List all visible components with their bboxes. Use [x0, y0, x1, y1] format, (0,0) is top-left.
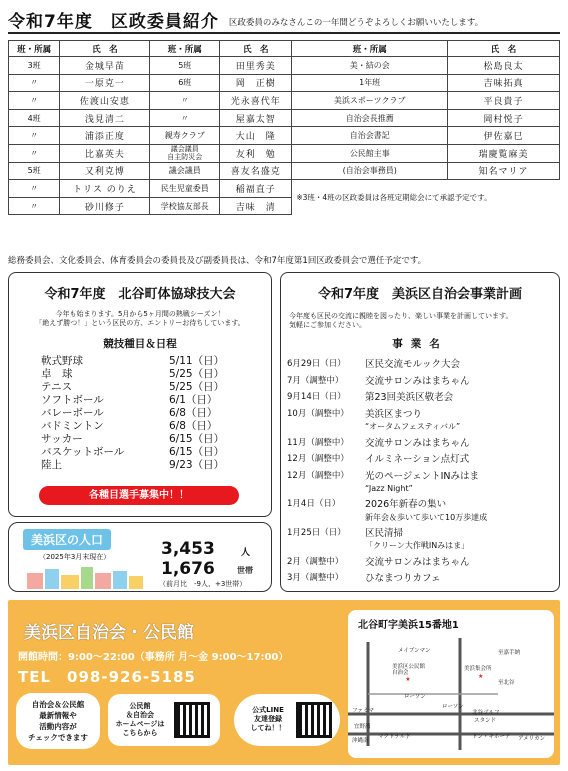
plan-heading: 事業名: [392, 338, 448, 350]
name-cell: 友利 勉: [220, 144, 292, 162]
name-cell: 岡村悦子: [448, 109, 560, 127]
members-header: 班・所属: [9, 41, 60, 57]
members-header: 班・所属: [150, 41, 220, 57]
map-label: ローソン: [404, 694, 426, 700]
map-star-icon: ★: [405, 676, 411, 683]
plan-event: 第23回美浜区敬老会: [365, 392, 454, 404]
header: [8, 8, 560, 34]
event-date: 5/25（日）: [169, 368, 225, 380]
group-cell: 1年班: [292, 74, 448, 92]
plan-date: 6月29日（日）: [287, 359, 346, 370]
name-cell: 知名マリア: [448, 162, 560, 180]
event-date: 6/15（日）: [169, 433, 225, 445]
list-item: [287, 388, 559, 405]
name-cell: 佐渡山安恵: [60, 92, 150, 110]
page-subtitle: 区政委員のみなさんこの一年間どうぞよろしくお願いいたします。: [228, 18, 484, 28]
name-cell: 屋嘉太智: [220, 109, 292, 127]
plan-box: [280, 272, 560, 592]
svg-text:★: ★: [478, 673, 484, 680]
table-row: [9, 74, 560, 92]
group-cell: 6班: [150, 74, 220, 92]
table-row: [9, 109, 560, 127]
homepage-bubble: [108, 694, 220, 746]
event-name: ソフトボール: [41, 394, 104, 406]
group-cell: 学校協友部長: [150, 197, 220, 215]
group-cell: 〃: [9, 144, 60, 162]
recruit-banner: 各種目選手募集中！！: [39, 486, 239, 505]
map-label: メイブンマン: [398, 648, 431, 654]
plan-date: 11月（調整中）: [287, 437, 349, 448]
members-header: 氏 名: [60, 41, 150, 57]
table-row: [9, 180, 560, 198]
name-cell: 伊佐嘉巳: [448, 127, 560, 145]
name-cell: 吉味 清: [220, 197, 292, 215]
event-date: 9/23（日）: [169, 459, 225, 471]
plan-event: 交流サロンみはまちゃん: [365, 556, 470, 568]
map-label: ローソン: [442, 704, 464, 710]
line-bubble: [234, 694, 340, 746]
group-cell: 〃: [150, 109, 220, 127]
list-item: [287, 467, 559, 484]
map-label: 至北谷: [498, 680, 515, 686]
list-item: [41, 355, 271, 368]
org-name: 美浜区自治会・公民館: [24, 623, 194, 643]
plan-date: 9月14日（日）: [287, 392, 346, 403]
event-name: 陸上: [41, 459, 62, 471]
plan-date: 3月（調整中）: [287, 573, 344, 584]
table-row: [9, 144, 560, 162]
plan-title: 令和7年度 美浜区自治会事業計画: [317, 287, 523, 302]
group-cell: 議会議員 自主防災会: [150, 144, 220, 162]
name-cell: 稲福直子: [220, 180, 292, 198]
event-date: 5/11（日）: [169, 355, 225, 367]
name-cell: 田里秀美: [220, 57, 292, 75]
map-label: ファミマ: [352, 708, 374, 714]
population-box: [8, 522, 272, 592]
plan-event: 区民交流モルック大会: [365, 359, 461, 371]
name-cell: トリス のりえ: [60, 180, 150, 198]
map: [348, 610, 554, 758]
group-cell: 民生児童委員: [150, 180, 220, 198]
population-change: （前月比 -9人、+3世帯）: [159, 580, 247, 588]
name-cell: 平良貴子: [448, 92, 560, 110]
list-item: [41, 407, 271, 420]
plan-event: 区民清掃: [365, 528, 404, 540]
group-cell: (自治会事務員): [292, 162, 448, 180]
group-cell: 公民館主事: [292, 144, 448, 162]
event-date: 6/8（日）: [169, 407, 218, 419]
list-item: [41, 420, 271, 433]
population-households: 1,676: [161, 559, 215, 579]
name-cell: 一原克一: [60, 74, 150, 92]
members-table: [8, 40, 560, 215]
event-name: 卓 球: [41, 368, 73, 380]
plan-event: 交流サロンみはまちゃん: [365, 375, 470, 387]
group-cell: 5班: [9, 162, 60, 180]
map-label: 至嘉手納: [498, 650, 521, 656]
list-item: [287, 569, 559, 586]
list-item: [41, 394, 271, 407]
list-item: [41, 381, 271, 394]
list-item: [41, 368, 271, 381]
group-cell: 〃: [9, 92, 60, 110]
name-cell: 岡 正樹: [220, 74, 292, 92]
plan-list: [287, 355, 559, 586]
sports-box: [8, 272, 272, 517]
event-date: 6/1（日）: [169, 394, 218, 406]
map-label: 宜野湾: [354, 724, 371, 730]
event-date: 5/25（日）: [169, 381, 225, 393]
plan-sub: “オータムフェスティバル”: [365, 422, 461, 432]
event-name: バレーボール: [41, 407, 104, 419]
sports-title: 令和7年度 北谷町体協球技大会: [44, 287, 236, 302]
name-cell: 喜友名盛克: [220, 162, 292, 180]
population-people-unit: 人: [241, 548, 251, 558]
group-cell: 美浜スポーツクラブ: [292, 92, 448, 110]
plan-date: 1月4日（日）: [287, 499, 341, 510]
list-item: [287, 355, 559, 372]
group-cell: 〃: [9, 74, 60, 92]
name-cell: 浦添正度: [60, 127, 150, 145]
name-cell: 瑞慶覧麻美: [448, 144, 560, 162]
group-cell: 自治会書記: [292, 127, 448, 145]
event-name: バドミントン: [41, 420, 104, 432]
plan-event: 交流サロンみはまちゃん: [365, 437, 470, 449]
plan-date: 12月（調整中）: [287, 454, 349, 465]
list-item: [287, 524, 559, 541]
list-item: [287, 372, 559, 389]
name-cell: 金城早苗: [60, 57, 150, 75]
group-cell: 議会議員: [150, 162, 220, 180]
name-cell: 浅見清二: [60, 109, 150, 127]
list-item: [287, 450, 559, 467]
plan-intro: 今年度も区民の交流に親睦を図ったり、楽しい事業を計画しています。 気軽にご参加ください。: [289, 312, 513, 329]
name-cell: 吉味拓真: [448, 74, 560, 92]
members-header: 班・所属: [292, 41, 448, 57]
list-item: [287, 552, 559, 569]
event-name: バスケットボール: [41, 446, 125, 458]
members-header: 氏 名: [220, 41, 292, 57]
name-cell: 光永喜代年: [220, 92, 292, 110]
info-bubble: 自治会＆公民館 最新情報や 活動内容が チェックできます: [16, 693, 100, 749]
plan-sub: 新年会＆歩いて歩いて10万歩達成: [365, 512, 488, 522]
list-item: [41, 446, 271, 459]
table-row: [9, 57, 560, 75]
sports-heading: 競技種目＆日程: [103, 338, 177, 350]
name-cell: 又利克博: [60, 162, 150, 180]
group-cell: 親寿クラブ: [150, 127, 220, 145]
table-row: [9, 92, 560, 110]
plan-date: 10月（調整中）: [287, 409, 349, 420]
event-date: 6/15（日）: [169, 446, 225, 458]
group-cell: 4班: [9, 109, 60, 127]
population-label: 美浜区の人口: [23, 529, 111, 550]
group-cell: 3班: [9, 57, 60, 75]
homepage-label: 公民館 ＆自治会 ホームページは こちらから: [115, 702, 165, 737]
sports-intro: 今年も始まります。5月から5ヶ月間の熱戦シーズン！ 「絶えず勝つ！」という区民の方、エントリーお待ちしています。: [35, 310, 245, 327]
event-name: テニス: [41, 381, 73, 393]
plan-event: 光のページェントINみはま: [365, 470, 480, 482]
name-cell: 砂川修子: [60, 197, 150, 215]
event-name: サッカー: [41, 433, 83, 445]
plan-event: 美浜区まつり: [365, 409, 423, 421]
group-cell: 〃: [9, 197, 60, 215]
name-cell: 松島良太: [448, 57, 560, 75]
opening-hours: 開館時間：9:00〜22:00（事務所 月〜金 9:00〜17:00）: [18, 652, 289, 663]
map-label: 北谷ゴルフ: [472, 710, 500, 716]
population-people: 3,453: [161, 539, 215, 559]
map-label: スタンド: [474, 718, 497, 724]
event-date: 6/8（日）: [169, 420, 218, 432]
plan-event: イルミネーション点灯式: [365, 454, 470, 466]
group-cell: 美・結の会: [292, 57, 448, 75]
plan-date: 12月（調整中）: [287, 470, 349, 481]
list-item: [287, 433, 559, 450]
map-label: マクドナルド: [378, 734, 411, 740]
population-asof: （2025年3月末現在）: [39, 553, 111, 561]
group-cell: 5班: [150, 57, 220, 75]
plan-date: 7月（調整中）: [287, 375, 344, 386]
group-cell: 自治会長推薦: [292, 109, 448, 127]
event-name: 軟式野球: [41, 355, 83, 367]
map-label: ドン・キホーテ: [472, 734, 511, 740]
members-note: ※3班・4班の区政委員は各班定期総会にて承認予定です。: [296, 193, 492, 202]
committee-note: 総務委員会、文化委員会、体育委員会の委員長及び副委員長は、令和7年度第1回区政委員会で選任予定です。: [8, 256, 427, 266]
list-item: [41, 433, 271, 446]
address: 北谷町字美浜15番地1: [358, 620, 459, 631]
name-cell: 比嘉英夫: [60, 144, 150, 162]
plan-sub: 「クリーン大作戦INみはま」: [365, 541, 470, 551]
group-cell: 〃: [150, 92, 220, 110]
list-item: [287, 495, 559, 512]
events-list: [41, 355, 271, 472]
line-label: 公式LINE 友達登録 してね！！: [250, 706, 286, 732]
homepage-qr-icon[interactable]: [174, 702, 210, 738]
plan-date: 1月25日（日）: [287, 528, 346, 539]
page-title: 令和7年度 区政委員紹介: [8, 12, 219, 32]
plan-event: ひなまつりカフェ: [365, 573, 441, 585]
group-cell: 〃: [9, 180, 60, 198]
list-item: [41, 459, 271, 472]
plan-sub: “Jazz Night”: [365, 484, 413, 494]
footer: [8, 600, 560, 765]
town-illustration: [25, 561, 145, 589]
map-label: 美浜区公民館 自治会: [392, 664, 426, 676]
population-households-unit: 世帯: [237, 566, 253, 575]
plan-date: 2月（調整中）: [287, 556, 344, 567]
map-label: 美浜集会所: [464, 666, 492, 672]
table-row: [9, 162, 560, 180]
line-qr-icon[interactable]: [296, 702, 332, 738]
group-cell: 〃: [9, 127, 60, 145]
table-row: [9, 127, 560, 145]
plan-event: 2026年新春の集い: [365, 499, 447, 511]
members-header: 氏 名: [448, 41, 560, 57]
map-label: 沖縄南: [352, 738, 369, 744]
map-label: アメリカン: [518, 736, 546, 742]
list-item: [287, 405, 559, 422]
phone-number: TEL 098-926-5185: [18, 668, 196, 686]
name-cell: 大山 隆: [220, 127, 292, 145]
